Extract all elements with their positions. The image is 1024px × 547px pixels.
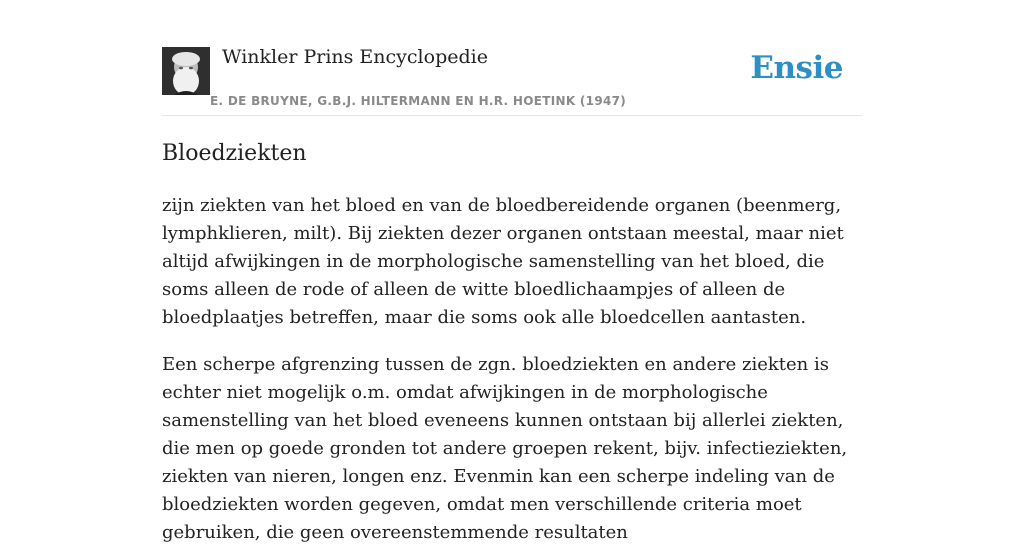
book-title[interactable]: Winkler Prins Encyclopedie	[222, 46, 488, 68]
author-avatar[interactable]	[162, 47, 210, 95]
article	[162, 136, 867, 547]
book-authors: E. DE BRUYNE, G.B.J. HILTERMANN EN H.R. HOETINK (1947)	[210, 94, 627, 108]
article-paragraph: Een scherpe afgrenzing tussen de zgn. bloedziekten en andere ziekten is echter niet mogelijk o.m. omdat afwijkingen in de morphologische samenstelling van het bloed eveneens kunnen ontstaan bij allerlei ziekten, die men op goede gronden tot andere groepen rekent, bijv. infectieziekten, ziekten van nieren, longen enz. Evenmin kan een scherpe indeling van de bloedziekten worden gegeven, omdat men verschillende criteria moet gebruiken, die geen overeenstemmende resultaten	[162, 354, 848, 543]
site-header	[162, 0, 862, 116]
article-paragraph: zijn ziekten van het bloed en van de bloedbereidende organen (beenmerg, lymphklieren, milt). Bij ziekten dezer organen ontstaan meestal, maar niet altijd afwijkingen in de morphologische samenstelling van het bloed, die soms alleen de rode of alleen de witte bloedlichaampjes of alleen de bloedplaatjes betreffen, maar die soms ook alle bloedcellen aantasten.	[162, 195, 844, 328]
portrait-icon	[162, 47, 210, 95]
article-title: Bloedziekten	[162, 141, 307, 166]
brand-logo[interactable]: Ensie	[750, 50, 843, 86]
